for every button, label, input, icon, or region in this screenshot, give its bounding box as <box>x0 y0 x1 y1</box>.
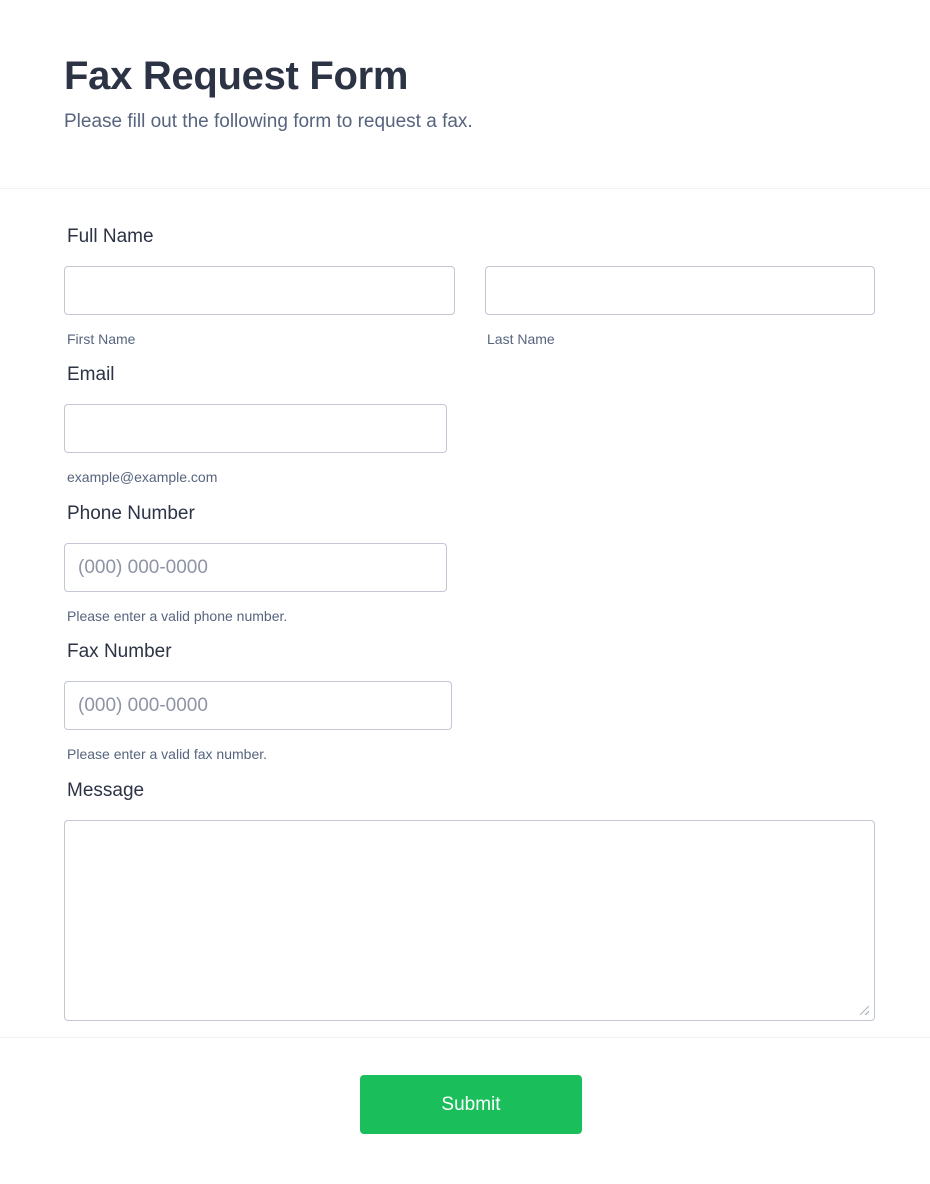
phone-hint: Please enter a valid phone number. <box>67 608 288 624</box>
message-textarea[interactable] <box>64 820 875 1021</box>
email-label: Email <box>67 364 115 385</box>
header-divider <box>0 188 930 189</box>
last-name-input[interactable] <box>485 266 875 315</box>
phone-input[interactable]: (000) 000-0000 <box>64 543 447 592</box>
submit-button[interactable]: Submit <box>360 1075 582 1134</box>
full-name-label: Full Name <box>67 226 154 247</box>
fax-label: Fax Number <box>67 641 172 662</box>
fax-hint: Please enter a valid fax number. <box>67 746 268 762</box>
fax-input[interactable]: (000) 000-0000 <box>64 681 452 730</box>
first-name-input[interactable] <box>64 266 455 315</box>
email-hint: example@example.com <box>67 469 218 485</box>
page-title: Fax Request Form <box>64 54 409 98</box>
resize-handle-icon[interactable] <box>860 1006 869 1015</box>
first-name-hint: First Name <box>67 331 136 347</box>
page-subtitle: Please fill out the following form to request a fax. <box>64 111 473 132</box>
last-name-hint: Last Name <box>487 331 555 347</box>
footer-divider <box>0 1037 930 1038</box>
message-label: Message <box>67 780 145 801</box>
phone-label: Phone Number <box>67 503 195 524</box>
email-input[interactable] <box>64 404 447 453</box>
